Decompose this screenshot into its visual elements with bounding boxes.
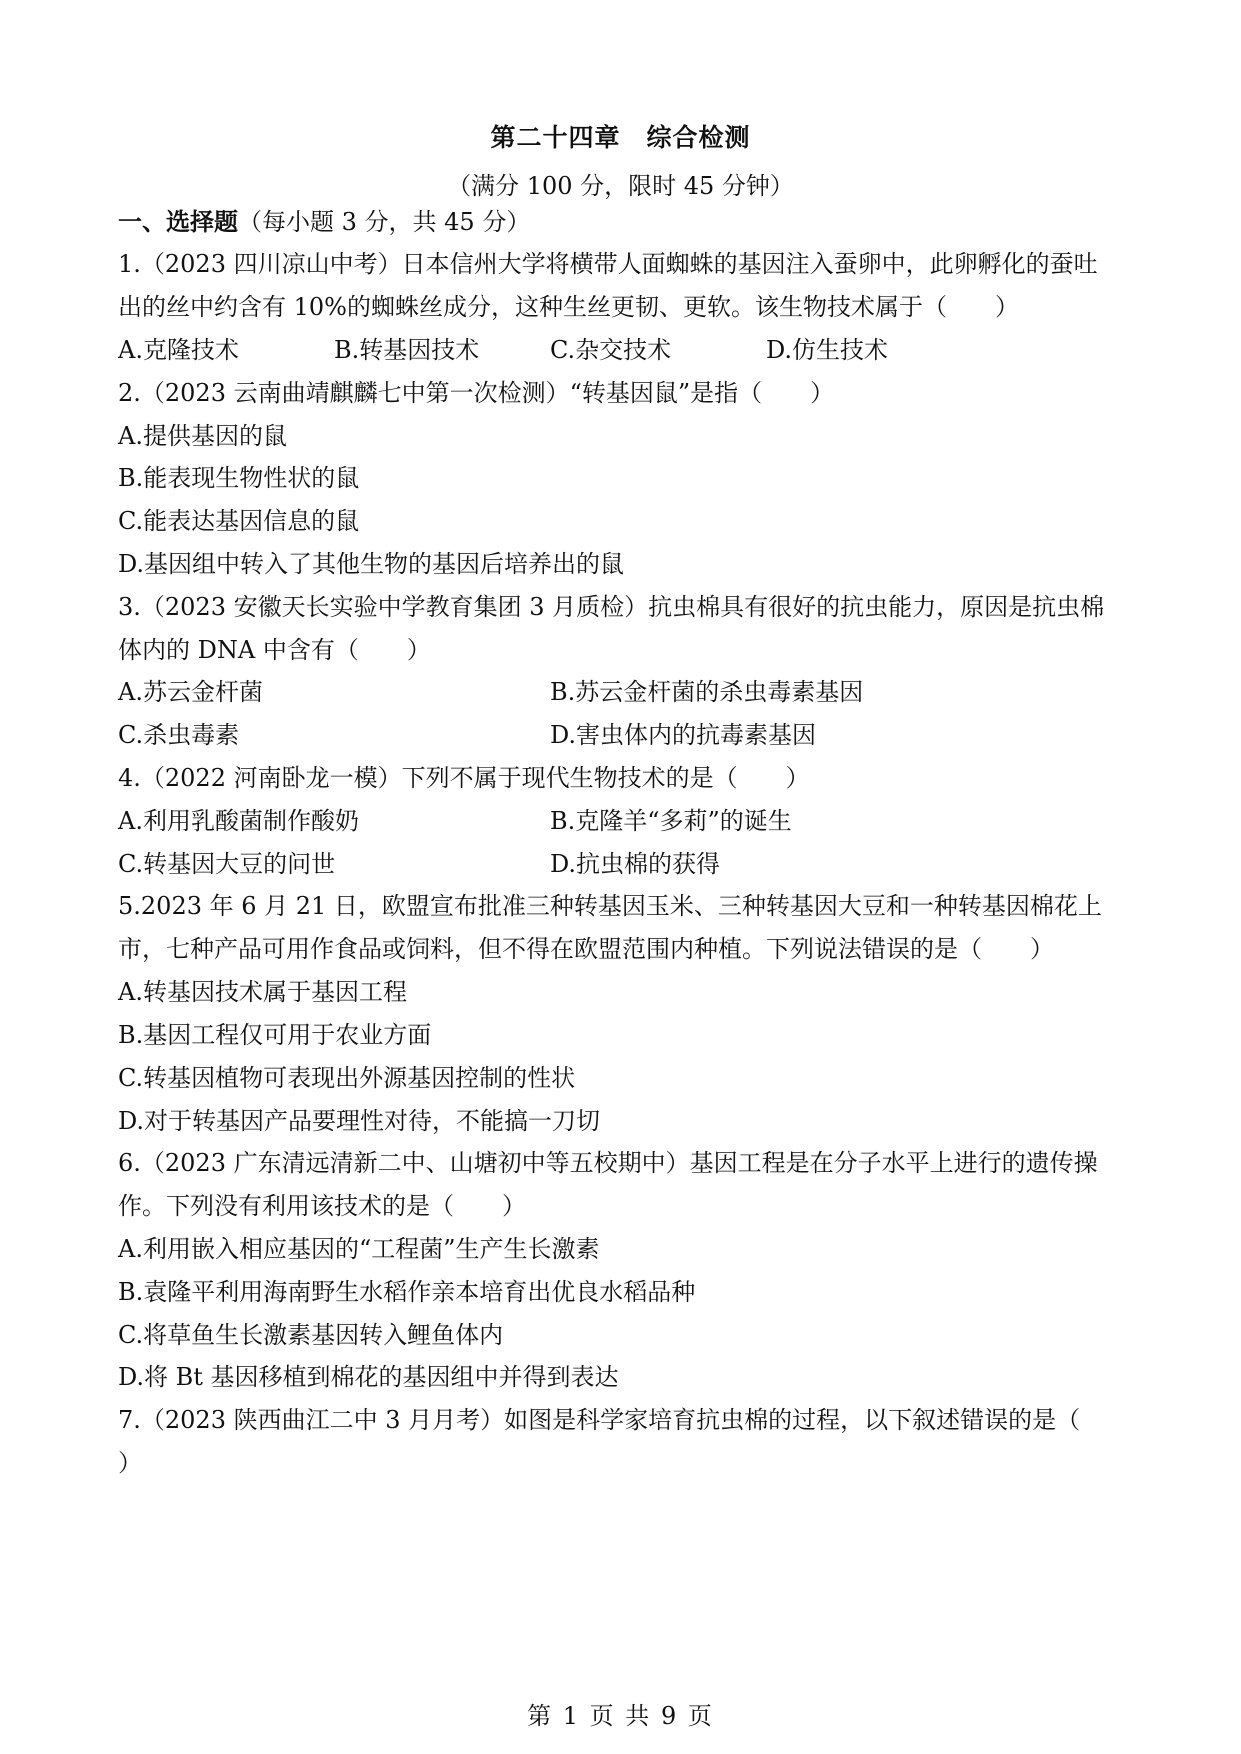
q3-option-c: C.杀虫毒素 bbox=[118, 721, 240, 749]
q1-option-b: B.转基因技术 bbox=[334, 336, 480, 364]
q1-option-c: C.杂交技术 bbox=[550, 336, 672, 364]
q6-option-c: C.将草鱼生长激素基因转入鲤鱼体内 bbox=[118, 1321, 504, 1349]
q6-option-d: D.将 Bt 基因移植到棉花的基因组中并得到表达 bbox=[118, 1363, 619, 1391]
q6-option-b: B.袁隆平利用海南野生水稻作亲本培育出优良水稻品种 bbox=[118, 1278, 696, 1306]
q3-line1: 3.（2023 安徽天长实验中学教育集团 3 月质检）抗虫棉具有很好的抗虫能力，原因是抗虫棉 bbox=[118, 593, 1105, 621]
q5-option-d: D.对于转基因产品要理性对待，不能搞一刀切 bbox=[118, 1107, 601, 1135]
q6-line1: 6.（2023 广东清远清新二中、山塘初中等五校期中）基因工程是在分子水平上进行的遗传操 bbox=[118, 1149, 1098, 1177]
q2-option-b: B.能表现生物性状的鼠 bbox=[118, 464, 360, 492]
q5-line2: 市，七种产品可用作食品或饲料，但不得在欧盟范围内种植。下列说法错误的是（ ） bbox=[118, 935, 1054, 963]
page-footer: 第 1 页 共 9 页 bbox=[527, 1702, 714, 1730]
q5-option-b: B.基因工程仅可用于农业方面 bbox=[118, 1021, 432, 1049]
q4-option-d: D.抗虫棉的获得 bbox=[550, 850, 721, 878]
q5-line1: 5.2023 年 6 月 21 日，欧盟宣布批准三种转基因玉米、三种转基因大豆和一种转基因棉花上 bbox=[118, 892, 1102, 920]
page-title: 第二十四章 综合检测 bbox=[490, 123, 751, 152]
q5-option-a: A.转基因技术属于基因工程 bbox=[118, 978, 407, 1006]
q5-option-c: C.转基因植物可表现出外源基因控制的性状 bbox=[118, 1064, 576, 1092]
q6-option-a: A.利用嵌入相应基因的“工程菌”生产生长激素 bbox=[118, 1235, 600, 1263]
q1-line2: 出的丝中约含有 10%的蜘蛛丝成分，这种生丝更韧、更软。该生物技术属于（ ） bbox=[118, 293, 1019, 321]
q3-option-b: B.苏云金杆菌的杀虫毒素基因 bbox=[550, 678, 864, 706]
section-note: （每小题 3 分，共 45 分） bbox=[238, 208, 531, 236]
q3-option-d: D.害虫体内的抗毒素基因 bbox=[550, 721, 817, 749]
section-heading: 一、选择题 bbox=[118, 207, 238, 236]
q3-line2: 体内的 DNA 中含有（ ） bbox=[118, 636, 431, 664]
q4-option-a: A.利用乳酸菌制作酸奶 bbox=[118, 807, 359, 835]
section-heading-row bbox=[118, 206, 1128, 238]
q4-option-b: B.克隆羊“多莉”的诞生 bbox=[550, 807, 792, 835]
q2-option-a: A.提供基因的鼠 bbox=[118, 422, 287, 450]
q7-line1: 7.（2023 陕西曲江二中 3 月月考）如图是科学家培育抗虫棉的过程，以下叙述错误的是（ bbox=[118, 1406, 1081, 1434]
q1-line1: 1.（2023 四川凉山中考）日本信州大学将横带人面蜘蛛的基因注入蚕卵中，此卵孵化的蚕吐 bbox=[118, 250, 1098, 278]
q4-option-c: C.转基因大豆的问世 bbox=[118, 850, 336, 878]
q2-line1: 2.（2023 云南曲靖麒麟七中第一次检测）“转基因鼠”是指（ ） bbox=[118, 379, 835, 407]
q4-line1: 4.（2022 河南卧龙一模）下列不属于现代生物技术的是（ ） bbox=[118, 764, 810, 792]
q6-line2: 作。下列没有利用该技术的是（ ） bbox=[118, 1192, 526, 1220]
q3-option-a: A.苏云金杆菌 bbox=[118, 678, 263, 706]
q2-option-c: C.能表达基因信息的鼠 bbox=[118, 507, 360, 535]
q1-option-d: D.仿生技术 bbox=[766, 336, 889, 364]
q1-option-a: A.克隆技术 bbox=[118, 336, 239, 364]
q2-option-d: D.基因组中转入了其他生物的基因后培养出的鼠 bbox=[118, 550, 625, 578]
page-subtitle: （满分 100 分，限时 45 分钟） bbox=[447, 172, 794, 200]
q7-line2: ） bbox=[118, 1449, 142, 1477]
